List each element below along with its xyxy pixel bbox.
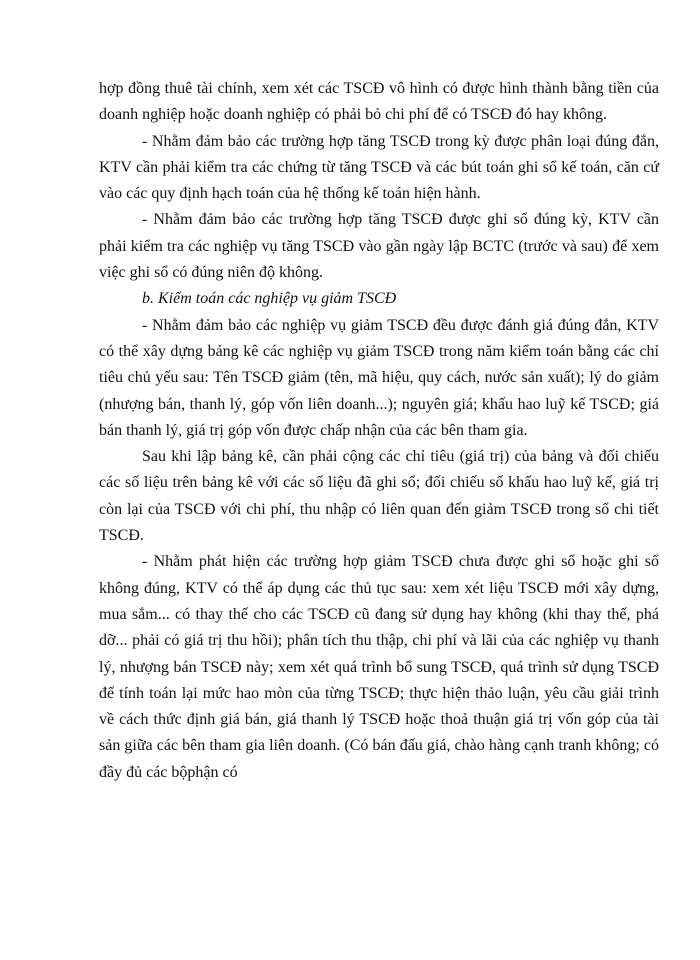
- paragraph-decrease-procedures: - Nhằm phát hiện các trường hợp giảm TSCĐ chưa được ghi sổ hoặc ghi sổ không đúng, KTV có thể áp dụng các thủ tục sau: xem xét liệu TSCĐ mới xây dựng, mua sắm... có thay thế cho các TSCĐ cũ đang sử dụng hay không (khi thay thế, phá dỡ... phải có giá trị thu hồi); phân tích thu thập, chi phí và lãi của các nghiệp vụ thanh lý, nhượng bán TSCĐ này; xem xét quá trình bổ sung TSCĐ, quá trình sử dụng TSCĐ để tính toán lại mức hao mòn của từng TSCĐ; thực hiện thảo luận, yêu cầu giải trình về cách thức định giá bán, giá thanh lý TSCĐ hoặc thoả thuận giá trị vốn góp của tài sản giữa các bên tham gia liên doanh. (Có bán đấu giá, chào hàng cạnh tranh không; có đầy đủ các bộphận có: [99, 553, 659, 781]
- body-text: [99, 76, 659, 786]
- paragraph-continuation: hợp đồng thuê tài chính, xem xét các TSCĐ vô hình có được hình thành bằng tiền của doanh nghiệp hoặc doanh nghiệp có phải bỏ chi phí để có TSCĐ đó hay không.: [99, 80, 659, 124]
- paragraph-decrease-valuation: - Nhằm đảm bảo các nghiệp vụ giảm TSCĐ đều được đánh giá đúng đắn, KTV có thể xây dựng bảng kê các nghiệp vụ giảm TSCĐ trong năm kiểm toán bằng các chỉ tiêu chủ yếu sau: Tên TSCĐ giảm (tên, mã hiệu, quy cách, nước sản xuất); lý do giảm (nhượng bán, thanh lý, góp vốn liên doanh...); nguyên giá; khấu hao luỹ kế TSCĐ; giá bán thanh lý, giá trị góp vốn được chấp nhận của các bên tham gia.: [99, 316, 659, 439]
- paragraph-listing-reconciliation: Sau khi lập bảng kê, cần phải cộng các chỉ tiêu (giá trị) của bảng và đối chiếu các số liệu trên bảng kê với các số liệu đã ghi sổ; đối chiếu số khấu hao luỹ kế, giá trị còn lại của TSCĐ với chi phí, thu nhập có liên quan đến giảm TSCĐ trong sổ chi tiết TSCĐ.: [99, 448, 659, 545]
- paragraph-increase-classification: - Nhằm đảm bảo các trường hợp tăng TSCĐ trong kỳ được phân loại đúng đắn, KTV cần phải kiểm tra các chứng từ tăng TSCĐ và các bút toán ghi sổ kế toán, căn cứ vào các quy định hạch toán của hệ thống kế toán hiện hành.: [99, 132, 659, 203]
- section-heading: b. Kiểm toán các nghiệp vụ giảm TSCĐ: [142, 290, 397, 308]
- paragraph-increase-period: - Nhằm đảm bảo các trường hợp tăng TSCĐ được ghi sổ đúng kỳ, KTV cần phải kiểm tra các nghiệp vụ tăng TSCĐ vào gần ngày lập BCTC (trước và sau) để xem việc ghi sổ có đúng niên độ không.: [99, 211, 659, 282]
